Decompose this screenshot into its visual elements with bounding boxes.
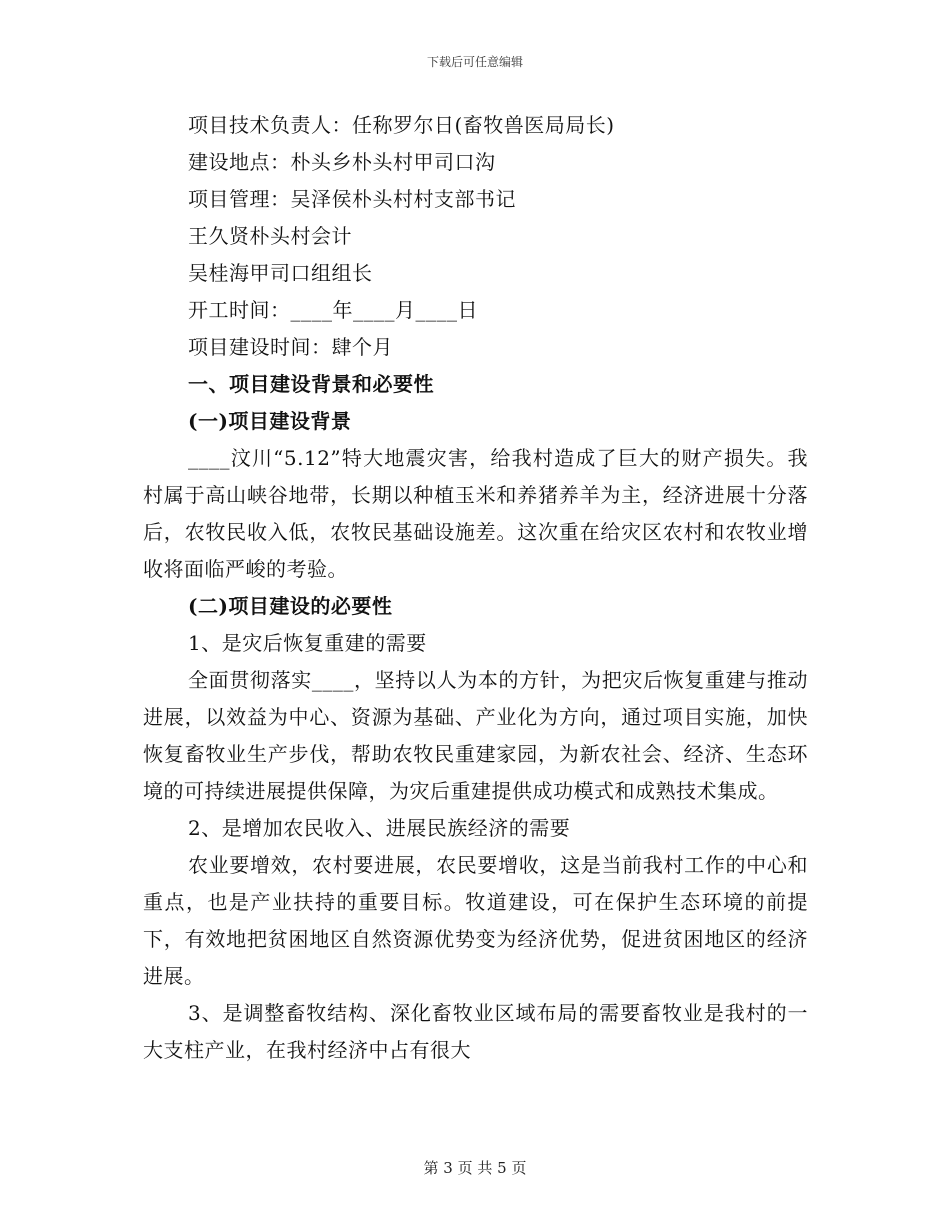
accountant-line: 王久贤朴头村会计 <box>188 224 352 248</box>
page-footer: 第 3 页 共 5 页 <box>423 1159 527 1177</box>
document-body <box>143 107 808 1069</box>
item2-title: 2、是增加农民收入、进展民族经济的需要 <box>188 816 571 840</box>
item1-paragraph: 全面贯彻落实____，坚持以人为本的方针，为把灾后恢复重建与推动进展，以效益为中心、资源为基础、产业化为方向，通过项目实施，加快恢复畜牧业生产步伐，帮助农牧民重建家园，为新农社会、经济、生态环境的可持续进展提供保障，为灾后重建提供成功模式和成熟技术集成。 <box>143 668 808 803</box>
item3-paragraph: 3、是调整畜牧结构、深化畜牧业区域布局的需要畜牧业是我村的一大支柱产业，在我村经济中占有很大 <box>143 1001 808 1062</box>
management-line: 项目管理：吴泽侯朴头村村支部书记 <box>188 187 516 211</box>
duration-line: 项目建设时间：肆个月 <box>188 335 393 359</box>
section-heading-1: 一、项目建设背景和必要性 <box>188 372 434 396</box>
location-line: 建设地点：朴头乡朴头村甲司口沟 <box>188 150 496 174</box>
background-paragraph: ____汶川“5.12”特大地震灾害，给我村造成了巨大的财产损失。我村属于高山峡谷地带，长期以种植玉米和养猪养羊为主，经济进展十分落后，农牧民收入低，农牧民基础设施差。这次重在给灾区农村和农牧业增收将面临严峻的考验。 <box>143 446 808 581</box>
item2-paragraph: 农业要增效，农村要进展，农民要增收，这是当前我村工作的中心和重点，也是产业扶持的重要目标。牧道建设，可在保护生态环境的前提下，有效地把贫困地区自然资源优势变为经济优势，促进贫困地区的经济进展。 <box>143 853 808 988</box>
tech-lead-line: 项目技术负责人：任称罗尔日(畜牧兽医局局长) <box>188 113 615 137</box>
item1-title: 1、是灾后恢复重建的需要 <box>188 631 427 655</box>
subsection-heading-background: (一)项目建设背景 <box>188 409 352 433</box>
start-time-line: 开工时间：____年____月____日 <box>188 298 478 322</box>
page-header: 下载后可任意编辑 <box>426 55 523 69</box>
group-leader-line: 吴桂海甲司口组组长 <box>188 261 373 285</box>
subsection-heading-necessity: (二)项目建设的必要性 <box>188 594 393 618</box>
